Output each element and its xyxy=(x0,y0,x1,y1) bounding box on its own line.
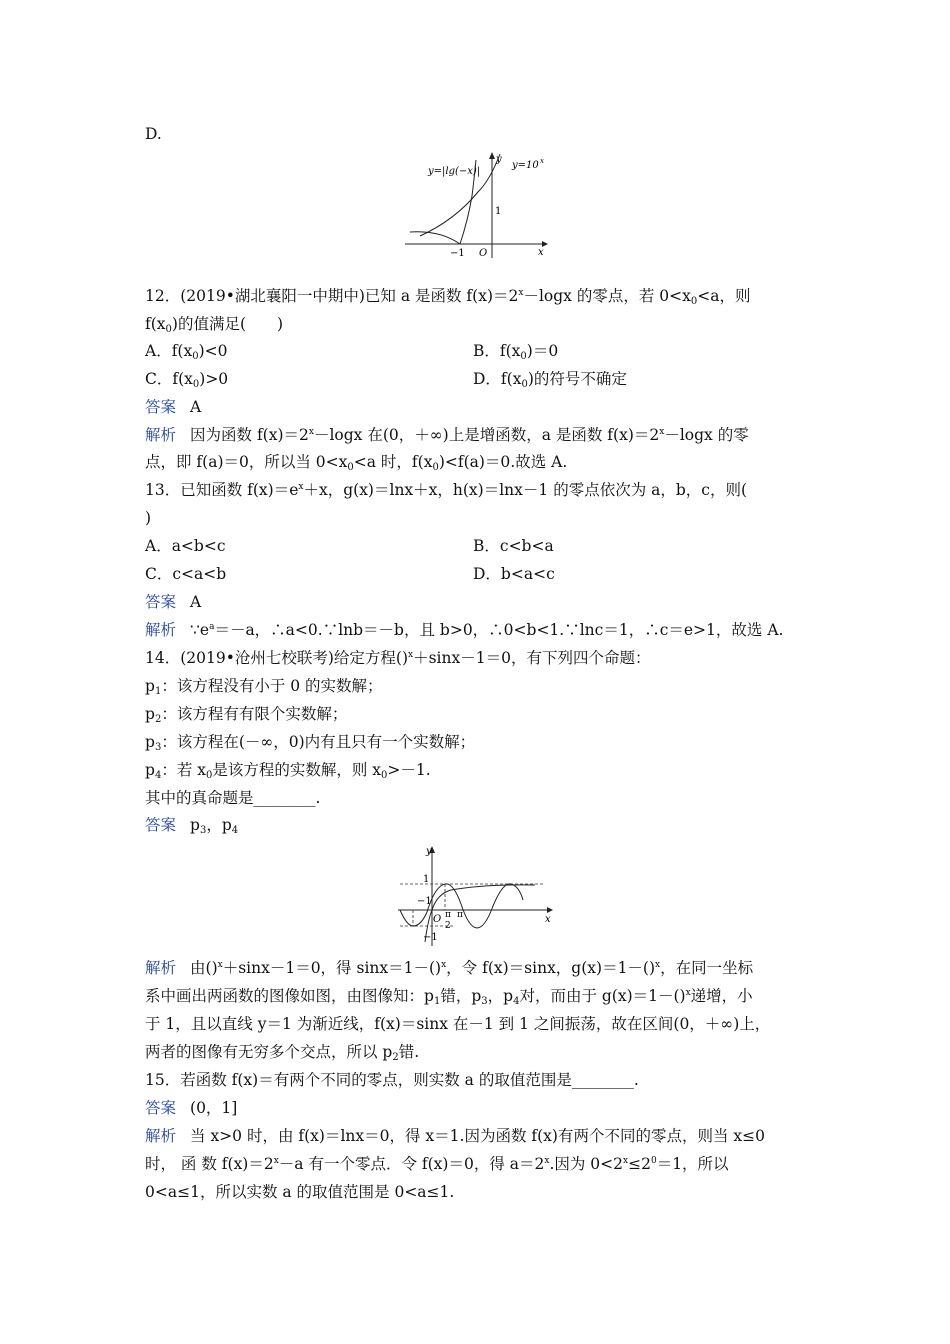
axis-x-label: x xyxy=(545,914,551,925)
text: ，p xyxy=(487,987,514,1005)
superscript: x xyxy=(298,482,304,492)
text: 错，p xyxy=(440,987,482,1005)
subscript: 0 xyxy=(205,770,213,781)
q15-analysis-line-3 xyxy=(145,1182,454,1202)
text: A．f(x xyxy=(145,342,193,360)
q12-option-a xyxy=(145,341,228,361)
q12-stem-line-2 xyxy=(145,314,283,334)
q12-analysis-line-2 xyxy=(145,452,567,472)
answer-tag: 答案 xyxy=(145,398,177,416)
tick-one: 1 xyxy=(423,874,430,885)
analysis-tag: 解析 xyxy=(145,426,177,444)
text: <a 时，f(x xyxy=(353,453,433,471)
q12-option-d xyxy=(473,369,627,389)
text: ，令 f(x)＝sinx，g(x)＝1－() xyxy=(446,959,656,977)
superscript: x xyxy=(408,650,414,660)
answer-tag: 答案 xyxy=(145,1099,177,1117)
q14-proposition-p1 xyxy=(145,676,383,696)
subscript: 0 xyxy=(192,351,199,362)
text: ＝－a，∴a<0.∵lnb＝－b，且 b>0，∴0<b<1.∵lnc＝1，∴c＝e>1，故选 A. xyxy=(214,621,784,639)
text: A．a<b<c xyxy=(145,537,226,555)
subscript: 4 xyxy=(513,996,520,1007)
text: )的符号不确定 xyxy=(527,370,627,388)
text: 12．(2019•湖北襄阳一中期中)已知 a 是函数 f(x)＝2 xyxy=(145,287,519,305)
text: 是该方程的实数解，则 x xyxy=(212,761,382,779)
answer-value: A xyxy=(190,398,202,416)
text: －a 有一个零点．令 f(x)＝0，得 a＝2 xyxy=(278,1155,545,1173)
text: ：该方程在(－∞，0)内有且只有一个实数解； xyxy=(161,733,476,751)
q13-option-d xyxy=(473,564,555,584)
subscript: 0 xyxy=(192,379,200,390)
q14-proposition-p4 xyxy=(145,760,431,780)
text: ：该方程没有小于 0 的实数解； xyxy=(161,677,383,695)
analysis-tag: 解析 xyxy=(145,959,177,977)
text: ＋sinx－1＝0，得 sinx＝1－() xyxy=(222,959,442,977)
text: 0<a≤1，所以实数 a 的取值范围是 0<a≤1. xyxy=(145,1183,455,1201)
q14-stem xyxy=(145,648,650,668)
superscript: x xyxy=(273,1156,279,1166)
q14-proposition-p2 xyxy=(145,704,347,724)
text: p xyxy=(145,705,155,723)
text: －logx 的零 xyxy=(664,426,749,444)
q15-analysis-line-1 xyxy=(145,1126,765,1146)
text: ≤2 xyxy=(628,1155,651,1173)
subscript: 0 xyxy=(165,324,172,335)
superscript: 0 xyxy=(650,1156,657,1166)
text: 递增，小 xyxy=(690,987,753,1005)
text: C．f(x xyxy=(145,370,193,388)
analysis-tag: 解析 xyxy=(145,621,177,639)
text: ＝1，所以 xyxy=(656,1155,729,1173)
text: )＝0 xyxy=(526,342,559,360)
axis-x-label: x xyxy=(538,247,544,258)
superscript: x xyxy=(659,427,665,437)
text: p xyxy=(145,733,155,751)
subscript: 4 xyxy=(154,770,162,781)
text: 14．(2019•沧州七校联考)给定方程() xyxy=(145,649,409,667)
q12-option-c xyxy=(145,369,228,389)
q14-proposition-p3 xyxy=(145,732,475,752)
text: )<0 xyxy=(198,342,228,360)
answer-value: (0，1] xyxy=(190,1099,238,1117)
tick-neg-one-y: −1 xyxy=(423,932,438,943)
q12-stem-line-1 xyxy=(145,286,750,306)
superscript: x xyxy=(308,427,314,437)
text: p xyxy=(145,761,155,779)
text: 时， 函 数 f(x)＝2 xyxy=(145,1155,274,1173)
subscript: 0 xyxy=(347,462,354,473)
q11-option-d xyxy=(145,124,162,144)
text: 于 1，且以直线 y＝1 为渐近线，f(x)＝sinx 在－1 到 1 之间振荡，故在区间(0，＋∞)上， xyxy=(145,1015,771,1033)
q14-analysis-line-3 xyxy=(145,1014,770,1034)
answer-tag: 答案 xyxy=(145,593,177,611)
q14-analysis-line-2 xyxy=(145,986,753,1006)
tick-pi-half-denominator: 2 xyxy=(445,921,451,931)
text: <a，则 xyxy=(697,287,751,305)
subscript: 3 xyxy=(481,996,488,1007)
superscript: x xyxy=(623,1156,629,1166)
text: )的值满足( ) xyxy=(171,315,284,333)
q14-analysis-line-4 xyxy=(145,1042,419,1062)
text: >－1. xyxy=(387,761,431,779)
text: 点，即 f(a)＝0，所以当 0<x xyxy=(145,453,348,471)
superscript: x xyxy=(217,960,223,970)
text: －logx 在(0，＋∞)上是增函数，a 是函数 f(x)＝2 xyxy=(313,426,660,444)
subscript: 1 xyxy=(154,686,162,697)
text: p xyxy=(145,677,155,695)
q12-analysis-line-1 xyxy=(145,425,749,445)
analysis-tag: 解析 xyxy=(145,1127,177,1145)
tick-pi: π xyxy=(457,910,463,920)
superscript: x xyxy=(441,960,447,970)
q15-analysis-line-2 xyxy=(145,1154,729,1174)
q13-stem-line-2 xyxy=(145,508,151,528)
subscript: 0 xyxy=(432,462,439,473)
text: 系中画出两函数的图像如图，由图像知：p xyxy=(145,987,434,1005)
answer-tag: 答案 xyxy=(145,816,177,834)
option-label: D. xyxy=(145,125,162,143)
subscript: 4 xyxy=(231,825,239,836)
q14-true-propositions xyxy=(145,788,320,808)
q13-stem-line-1 xyxy=(145,480,747,500)
q12-option-b xyxy=(473,341,558,361)
q14-answer xyxy=(145,815,238,835)
text: ：若 x xyxy=(161,761,206,779)
text: ＋x，g(x)＝lnx＋x，h(x)＝lnx－1 的零点依次为 a，b，c，则( xyxy=(303,481,748,499)
text: )>0 xyxy=(199,370,229,388)
superscript: x xyxy=(685,988,691,998)
text: －logx 的零点，若 0<x xyxy=(523,287,691,305)
superscript: x xyxy=(655,960,661,970)
subscript: 0 xyxy=(521,379,528,390)
subscript: 2 xyxy=(392,1052,399,1063)
text: ＋sinx－1＝0，有下列四个命题： xyxy=(413,649,651,667)
label-abs-log: y=|lg(−x)| xyxy=(428,166,481,177)
text: ，p xyxy=(206,816,232,834)
axis-y-label: y xyxy=(496,154,502,165)
axis-y-label: y xyxy=(426,846,432,857)
origin-label: O xyxy=(433,914,442,925)
subscript: 3 xyxy=(199,825,207,836)
text: D．b<a<c xyxy=(473,565,555,583)
subscript: 1 xyxy=(433,996,441,1007)
text: 错. xyxy=(398,1043,420,1061)
text: f(x xyxy=(145,315,166,333)
subscript: 0 xyxy=(690,296,698,307)
text: 由() xyxy=(190,959,218,977)
q14-analysis-line-1 xyxy=(145,958,753,978)
text: 其中的真命题是________. xyxy=(145,789,321,807)
q15-stem xyxy=(145,1070,639,1090)
label-exp: y=10 xyxy=(512,160,539,171)
text: C．c<a<b xyxy=(145,565,227,583)
text: 15．若函数 f(x)＝有两个不同的零点，则实数 a 的取值范围是________. xyxy=(145,1071,639,1089)
q14-graph xyxy=(395,842,560,950)
origin-label: O xyxy=(479,248,488,259)
text: D．f(x xyxy=(473,370,522,388)
text: ∵e xyxy=(190,621,210,639)
q13-option-c xyxy=(145,564,226,584)
text: 两者的图像有无穷多个交点，所以 p xyxy=(145,1043,393,1061)
q15-answer xyxy=(145,1098,237,1118)
label-exp-power: x xyxy=(540,157,544,165)
text: 对，而由于 g(x)＝1－() xyxy=(519,987,686,1005)
superscript: x xyxy=(544,1156,550,1166)
q11-graph xyxy=(400,150,550,260)
text: p xyxy=(190,816,200,834)
q12-answer xyxy=(145,397,201,417)
text: .因为 0<2 xyxy=(549,1155,624,1173)
tick-pi-half-numerator: π xyxy=(445,910,451,920)
superscript: x xyxy=(518,288,524,298)
answer-value: A xyxy=(190,593,202,611)
subscript: 3 xyxy=(154,742,162,753)
subscript: 0 xyxy=(381,770,388,781)
tick-one: 1 xyxy=(495,206,502,217)
tick-neg-one: −1 xyxy=(417,896,432,907)
text: ，在同一坐标 xyxy=(660,959,754,977)
superscript: a xyxy=(209,622,215,632)
q13-option-b xyxy=(473,536,554,556)
text: B．c<b<a xyxy=(473,537,554,555)
q13-option-a xyxy=(145,536,226,556)
subscript: 0 xyxy=(520,351,527,362)
text: 因为函数 f(x)＝2 xyxy=(190,426,309,444)
text: 当 x>0 时，由 f(x)＝lnx＝0，得 x＝1.因为函数 f(x)有两个不同的零点，则当 x≤0 xyxy=(190,1127,765,1145)
tick-neg-one: −1 xyxy=(450,248,465,259)
subscript: 2 xyxy=(154,714,162,725)
text: 13．已知函数 f(x)＝e xyxy=(145,481,299,499)
text: ) xyxy=(145,509,152,527)
q13-analysis xyxy=(145,620,783,640)
text: B．f(x xyxy=(473,342,521,360)
q13-answer xyxy=(145,592,201,612)
text: ：该方程有有限个实数解； xyxy=(161,705,348,723)
text: )<f(a)＝0.故选 A. xyxy=(438,453,568,471)
